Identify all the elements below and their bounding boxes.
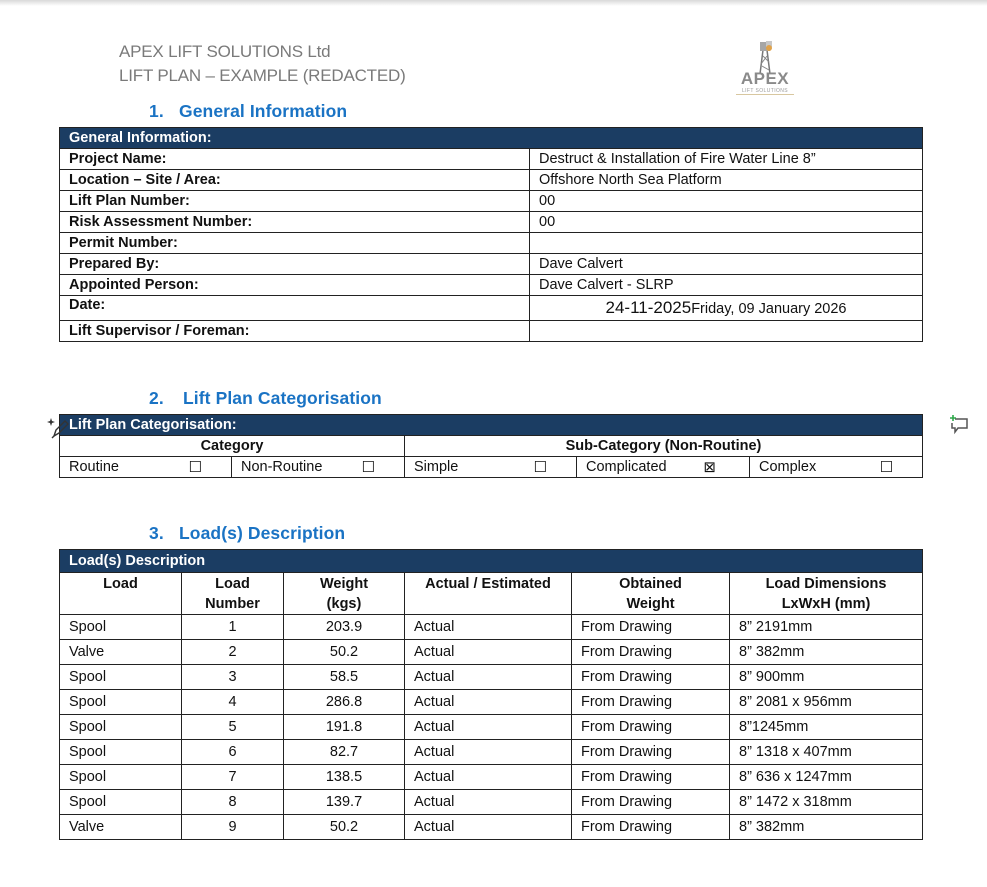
cell-load[interactable]: Spool [60,790,182,815]
field-value-lift-plan-number[interactable]: 00 [530,191,923,212]
cell-obtained-weight[interactable]: From Drawing [572,790,730,815]
field-label: Appointed Person: [60,275,530,296]
company-name: APEX LIFT SOLUTIONS Ltd [119,42,331,61]
cell-actual-estimated[interactable]: Actual [405,765,572,790]
cell-actual-estimated[interactable]: Actual [405,790,572,815]
subcategory-header: Sub-Category (Non-Routine) [405,436,923,457]
field-value-permit-number[interactable] [530,233,923,254]
cell-obtained-weight[interactable]: From Drawing [572,765,730,790]
logo-tagline-rule [736,94,794,95]
table-row [60,715,923,740]
cell-weight[interactable]: 50.2 [284,640,405,665]
checkbox-non-routine[interactable]: ☐ [361,458,375,476]
cell-load[interactable]: Spool [60,715,182,740]
company-logo [732,40,798,98]
cell-actual-estimated[interactable]: Actual [405,665,572,690]
cell-weight[interactable]: 191.8 [284,715,405,740]
cell-dimensions[interactable]: 8” 382mm [730,640,923,665]
table-row [60,740,923,765]
table-row [60,296,923,321]
date-value: 24-11-2025 [605,297,692,317]
loads-table [59,549,923,840]
table-row [60,815,923,840]
cell-actual-estimated[interactable]: Actual [405,740,572,765]
cell-load[interactable]: Valve [60,815,182,840]
cell-load-number[interactable]: 3 [182,665,284,690]
column-header-obtained-weight: Obtained Weight [572,573,730,615]
table-row [60,690,923,715]
field-value-lift-supervisor[interactable] [530,321,923,342]
cell-weight[interactable]: 203.9 [284,615,405,640]
cell-load-number[interactable]: 2 [182,640,284,665]
cell-weight[interactable]: 58.5 [284,665,405,690]
table-row [60,321,923,342]
cell-obtained-weight[interactable]: From Drawing [572,665,730,690]
cell-load-number[interactable]: 4 [182,690,284,715]
column-header-dimensions: Load Dimensions LxWxH (mm) [730,573,923,615]
field-label: Prepared By: [60,254,530,275]
cell-weight[interactable]: 82.7 [284,740,405,765]
date-field-code: Friday, 09 January 2026 [691,300,847,317]
cell-actual-estimated[interactable]: Actual [405,815,572,840]
table-row [60,275,923,296]
cell-dimensions[interactable]: 8” 2081 x 956mm [730,690,923,715]
checkbox-complicated[interactable]: ⊠ [703,458,716,476]
cell-obtained-weight[interactable]: From Drawing [572,640,730,665]
checkbox-routine[interactable]: ☐ [188,458,202,476]
section-number: 3. [149,523,164,543]
table-row [60,665,923,690]
column-header-load: Load [60,573,182,615]
cell-actual-estimated[interactable]: Actual [405,615,572,640]
field-value-risk-assessment-number[interactable]: 00 [530,212,923,233]
option-label: Routine [69,458,119,475]
field-label: Lift Supervisor / Foreman: [60,321,530,342]
cell-dimensions[interactable]: 8” 1472 x 318mm [730,790,923,815]
cell-load-number[interactable]: 9 [182,815,284,840]
cell-weight[interactable]: 50.2 [284,815,405,840]
field-label: Date: [60,296,530,321]
loads-table-body [60,615,923,840]
field-label: Risk Assessment Number: [60,212,530,233]
table-row [60,615,923,640]
field-value-project-name[interactable]: Destruct & Installation of Fire Water Line 8” [530,149,923,170]
table-row [60,191,923,212]
section-heading-general [149,101,347,122]
table-row [60,765,923,790]
sparkle-pen-icon[interactable] [47,415,71,439]
cell-load[interactable]: Valve [60,640,182,665]
option-label: Non-Routine [241,458,323,475]
cell-obtained-weight[interactable]: From Drawing [572,615,730,640]
column-header-weight: Weight (kgs) [284,573,405,615]
option-label: Complex [759,458,817,475]
cell-actual-estimated[interactable]: Actual [405,640,572,665]
section-title: Load(s) Description [179,523,346,543]
checkbox-simple[interactable]: ☐ [533,458,547,476]
table-header: Lift Plan Categorisation: [60,415,923,436]
option-routine [60,457,232,478]
cell-load-number[interactable]: 7 [182,765,284,790]
cell-load-number[interactable]: 5 [182,715,284,740]
category-header: Category [60,436,405,457]
cell-dimensions[interactable]: 8”1245mm [730,715,923,740]
field-value-appointed-person[interactable]: Dave Calvert - SLRP [530,275,923,296]
option-complicated [577,457,750,478]
section-heading-loads [149,523,345,544]
checkbox-complex[interactable]: ☐ [879,458,894,476]
cell-weight[interactable]: 138.5 [284,765,405,790]
cell-dimensions[interactable]: 8” 382mm [730,815,923,840]
option-label: Simple [414,458,459,475]
cell-weight[interactable]: 286.8 [284,690,405,715]
column-header-actual-estimated: Actual / Estimated [405,573,572,615]
cell-obtained-weight[interactable]: From Drawing [572,715,730,740]
page-top-edge [0,0,987,6]
general-information-table [59,127,923,342]
cell-obtained-weight[interactable]: From Drawing [572,690,730,715]
column-header-load-number: Load Number [182,573,284,615]
table-row [60,233,923,254]
cell-load[interactable]: Spool [60,740,182,765]
field-label: Lift Plan Number: [60,191,530,212]
cell-dimensions[interactable]: 8” 2191mm [730,615,923,640]
section-number: 2. [149,388,164,408]
option-label: Complicated [586,458,667,475]
table-header: General Information: [60,128,923,149]
cell-load-number[interactable]: 1 [182,615,284,640]
cell-load[interactable]: Spool [60,690,182,715]
table-row [60,790,923,815]
field-label: Project Name: [60,149,530,170]
add-comment-icon[interactable] [948,413,970,435]
table-row [60,170,923,191]
field-label: Permit Number: [60,233,530,254]
cell-dimensions[interactable]: 8” 900mm [730,665,923,690]
cell-weight[interactable]: 139.7 [284,790,405,815]
document-header [119,40,406,88]
cell-obtained-weight[interactable]: From Drawing [572,740,730,765]
cell-actual-estimated[interactable]: Actual [405,715,572,740]
option-non-routine [232,457,405,478]
section-title: Lift Plan Categorisation [183,388,382,408]
option-simple [405,457,577,478]
field-value-date[interactable] [530,296,923,321]
cell-load-number[interactable]: 6 [182,740,284,765]
table-row [60,149,923,170]
option-complex [750,457,923,478]
table-row [60,640,923,665]
cell-load[interactable]: Spool [60,765,182,790]
table-header: Load(s) Description [60,550,923,573]
cell-dimensions[interactable]: 8” 1318 x 407mm [730,740,923,765]
column-headers [60,573,923,615]
table-row [60,254,923,275]
cell-obtained-weight[interactable]: From Drawing [572,815,730,840]
logo-subtitle: LIFT SOLUTIONS [741,88,789,94]
table-row [60,212,923,233]
logo-brand: APEX [740,69,790,88]
categorisation-table [59,414,923,478]
section-number: 1. [149,101,164,121]
section-heading-categorisation [149,388,382,409]
cell-dimensions[interactable]: 8” 636 x 1247mm [730,765,923,790]
cell-load[interactable]: Spool [60,665,182,690]
cell-actual-estimated[interactable]: Actual [405,690,572,715]
cell-load[interactable]: Spool [60,615,182,640]
field-value-location[interactable]: Offshore North Sea Platform [530,170,923,191]
section-title: General Information [179,101,348,121]
field-value-prepared-by[interactable]: Dave Calvert [530,254,923,275]
document-title: LIFT PLAN – EXAMPLE (REDACTED) [119,66,406,85]
field-label: Location – Site / Area: [60,170,530,191]
cell-load-number[interactable]: 8 [182,790,284,815]
